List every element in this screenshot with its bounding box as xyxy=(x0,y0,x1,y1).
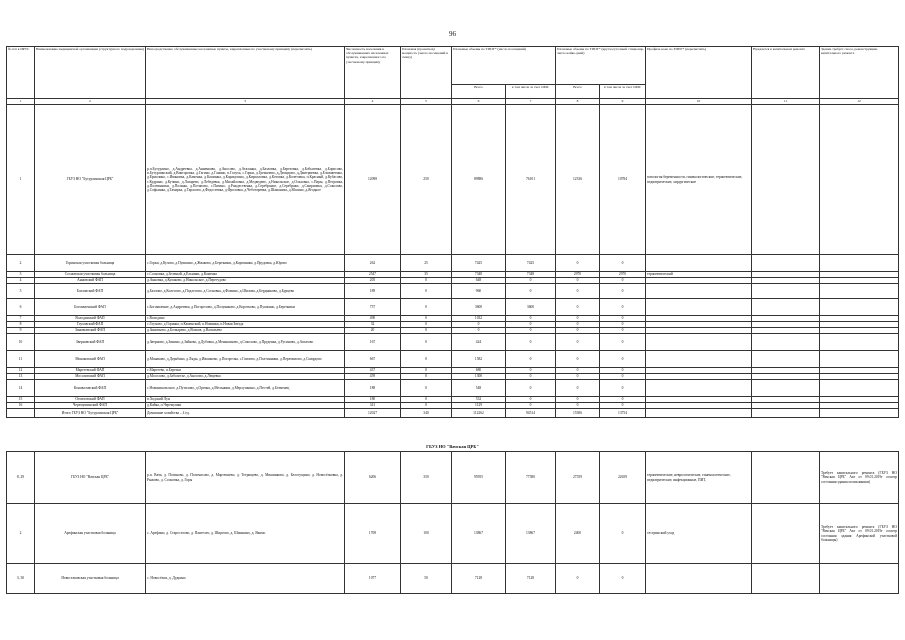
org-name: Мосоловский ФАП xyxy=(35,374,146,380)
repair-needed xyxy=(752,504,820,564)
visits-oms: 0 xyxy=(506,403,556,409)
repair-needed xyxy=(752,299,820,316)
org-name: Базловский ФАП xyxy=(35,284,146,299)
bed-profile xyxy=(646,380,752,397)
hdr-visits: Плановые объемы по ТППГ* (число посещений) xyxy=(452,47,556,85)
places: д.Мосолово, д.Заболотье, д.Аносово, д.Лещевка xyxy=(146,374,345,380)
org-name: Маргеевский ФАП xyxy=(35,368,146,374)
hdr-num: № п/п в ИРТС xyxy=(7,47,35,99)
visits-total: 7348 xyxy=(452,272,506,278)
row-number: 2 xyxy=(7,504,35,564)
population: 205 xyxy=(345,278,401,284)
row-number: 16 xyxy=(7,403,35,409)
visits-total: 13867 xyxy=(452,504,506,564)
row-number: 1 xyxy=(7,105,35,255)
colnum: 11 xyxy=(752,99,820,105)
visits-oms: 0 xyxy=(506,278,556,284)
row-number: 2 xyxy=(7,255,35,272)
colnum: 4 xyxy=(345,99,401,105)
bed-profile: терапевтические, неврологические, гинекологические, педиатрические, инфекционные, ПИТ, xyxy=(646,452,752,504)
places: с.Глухово, д.Горинка, п.Каменский, п.Новинки, п.Новая Звезда xyxy=(146,322,345,328)
colnum: 1 xyxy=(7,99,35,105)
places: с.Маргеево, п.Березки xyxy=(146,368,345,374)
places: р.п. Вача, д. Погиново, д. Поломасово, д. Мартюшево, д. Тетрищево, д. Мишинково, д. Белогущино, д. Новосёлковка, д. Рыжово, д. Сосновка, д. Горы xyxy=(146,452,345,504)
population: 20 xyxy=(345,328,401,334)
facilities-table-1 xyxy=(6,46,899,418)
row-number: 10 xyxy=(7,334,35,351)
beddays-oms: 0 xyxy=(600,316,646,322)
table-row xyxy=(7,299,899,316)
header-row xyxy=(7,47,899,85)
beddays-total: 12336 xyxy=(556,105,600,255)
places: с. Новосёлки, д. Дудкино xyxy=(146,564,345,594)
total-label: Итого ГБУЗ НО "Бутурлинская ЦРБ" xyxy=(35,409,146,418)
org-name: Черемушинский ФАП xyxy=(35,403,146,409)
beddays-oms: 22659 xyxy=(600,452,646,504)
capacity: 0 xyxy=(401,368,452,374)
total-cap: 340 xyxy=(401,409,452,418)
beddays-oms: 10784 xyxy=(600,105,646,255)
table-row xyxy=(7,380,899,397)
places: с.Богоявление, д.Андреевка, д.Погорелово, д.Полуянково, д.Коротково, д.Пушкино, д.Березники xyxy=(146,299,345,316)
visits-oms: 0 xyxy=(506,374,556,380)
page-number: 96 xyxy=(449,30,456,38)
total-blank xyxy=(752,409,820,418)
table-row xyxy=(7,564,899,594)
population: 167 xyxy=(345,334,401,351)
places: п.Ходский Лун xyxy=(146,397,345,403)
beddays-oms: 0 xyxy=(600,504,646,564)
beddays-total: 27559 xyxy=(556,452,600,504)
visits-oms: 0 xyxy=(506,397,556,403)
beddays-total: 0 xyxy=(556,334,600,351)
demolish-note xyxy=(820,284,899,299)
visits-total: 0 xyxy=(452,322,506,328)
row-number: 15 xyxy=(7,397,35,403)
visits-oms: 3600 xyxy=(506,299,556,316)
total-blank xyxy=(7,409,35,418)
org-name: ГБУЗ НО "Бутурлинская ЦРБ" xyxy=(35,105,146,255)
bed-profile xyxy=(646,564,752,594)
beddays-oms: 0 xyxy=(600,380,646,397)
org-name: Отмеловский ФАП xyxy=(35,397,146,403)
capacity: 50 xyxy=(401,564,452,594)
repair-needed xyxy=(752,105,820,255)
capacity: 35 xyxy=(401,272,452,278)
row-number: 14 xyxy=(7,380,35,397)
org-name: Анновский ФАП xyxy=(35,278,146,284)
visits-total: 7425 xyxy=(452,255,506,272)
visits-oms: 7128 xyxy=(506,564,556,594)
bed-profile: терапевтический xyxy=(646,272,752,278)
repair-needed xyxy=(752,255,820,272)
hdr-cap: Плановая (проектная) мощность (число посещений в смену) xyxy=(401,47,452,99)
beddays-oms: 0 xyxy=(600,255,646,272)
beddays-total: 0 xyxy=(556,299,600,316)
visits-total: 3600 xyxy=(452,299,506,316)
visits-total: 0 xyxy=(452,328,506,334)
org-name: Монаковский ФАП xyxy=(35,351,146,368)
repair-needed xyxy=(752,380,820,397)
visits-total: 7128 xyxy=(452,564,506,594)
row-number: 11 xyxy=(7,351,35,368)
population: 188 xyxy=(345,380,401,397)
places: с. Арефино, д. Староселово, д. Пантелео, д. Ширгово, д. Шишкино, д. Якимо xyxy=(146,504,345,564)
beddays-oms: 0 xyxy=(600,374,646,380)
beddays-oms: 2970 xyxy=(600,272,646,278)
total-v8: 15306 xyxy=(556,409,600,418)
population: 262 xyxy=(345,255,401,272)
table-2-body xyxy=(7,452,899,594)
demolish-note xyxy=(820,255,899,272)
capacity: 0 xyxy=(401,374,452,380)
beddays-total: 0 xyxy=(556,284,600,299)
visits-total: 548 xyxy=(452,380,506,397)
org-name: Зиновьевский ФАП xyxy=(35,328,146,334)
capacity: 100 xyxy=(401,504,452,564)
row-number: 4 xyxy=(7,278,35,284)
visits-oms: 13867 xyxy=(506,504,556,564)
total-pop: 12027 xyxy=(345,409,401,418)
population: 32 xyxy=(345,322,401,328)
bed-profile xyxy=(646,351,752,368)
population: 189 xyxy=(345,284,401,299)
hdr-places: Непосредственно обслуживаемые населенные пункты, закрепленные по участковому принципу (перечислить) xyxy=(146,47,345,99)
beddays-oms: 0 xyxy=(600,299,646,316)
table-row xyxy=(7,284,899,299)
visits-oms: 0 xyxy=(506,368,556,374)
visits-oms: 0 xyxy=(506,284,556,299)
places: д.Анновка, д.Кулаково, д.Никольское, д.Перегудово xyxy=(146,278,345,284)
total-v7: 94514 xyxy=(506,409,556,418)
visits-total: 648 xyxy=(452,278,506,284)
beddays-total: 0 xyxy=(556,322,600,328)
beddays-total: 0 xyxy=(556,328,600,334)
visits-total: 424 xyxy=(452,334,506,351)
places: р.п.Бутурлино, д.Андреевка, д.Анненково, д.Аносово, д.Аталанка, д.Базловка, д.Березовка, д.Бобылевка, д.Борисово, п.Бутурлинский, д.Викторовка, д.Гагино, д.Ганино, п.Голуха, с.Горки, д.Гремячево, д.Демидово, д.Дмитриевка, д.Елизаветино, д.Ермолино, с.Ивановка, д.Каменка, д.Кашинка, д.Каракулино, д.Кирилловка, д.Котовка, д.Кочетовка, п.Красный, д.Кубасово, с.Кудрино, д.Кучино, д.Лазарево, д.Лебедевка, д.Михайловка, д.Медведево, д.Никольское, д.Ольховка, с.Пары, д.Петровка, д.Полтинники, д.Поляны, д.Потапово, с.Пятино, д.Рождественка, д.Серебряное, д.Серебряки, д.Смирновка, д.Соколово, д.Софьинка, д.Тамарка, д.Тарасово, д.Федосеевка, д.Фроловка, д.Чеботаревка, д.Шаманиха, д.Юшино, д.Ягодное xyxy=(146,105,345,255)
population: 12098 xyxy=(345,105,401,255)
capacity: 0 xyxy=(401,316,452,322)
repair-needed xyxy=(752,334,820,351)
population: 1077 xyxy=(345,564,401,594)
colnum: 5 xyxy=(401,99,452,105)
visits-oms: 7425 xyxy=(506,255,556,272)
population: 490 xyxy=(345,316,401,322)
capacity: 0 xyxy=(401,334,452,351)
hdr-org: Наименование медицинской организации (структурного подразделения) xyxy=(35,47,146,99)
total-places: Домашние хозяйства – 4 ед. xyxy=(146,409,345,418)
bed-profile xyxy=(646,255,752,272)
hdr-beddays-oms: в том числе за счет ОМС xyxy=(600,85,646,99)
capacity: 0 xyxy=(401,328,452,334)
visits-oms: 0 xyxy=(506,334,556,351)
population: 757 xyxy=(345,299,401,316)
capacity: 0 xyxy=(401,284,452,299)
bed-profile xyxy=(646,334,752,351)
visits-total: 1032 xyxy=(452,316,506,322)
colnum: 7 xyxy=(506,99,556,105)
visits-total: 532 xyxy=(452,397,506,403)
beddays-oms: 0 xyxy=(600,328,646,334)
beddays-total: 0 xyxy=(556,564,600,594)
colnum: 3 xyxy=(146,99,345,105)
demolish-note: Требует капитального ремонта (ГБУЗ НО "Вачская ЦРБ" Акт от 09.01.2019г осмотр состояния здания поликлиники) xyxy=(820,452,899,504)
total-v9: 13754 xyxy=(600,409,646,418)
facilities-table-2 xyxy=(6,451,899,594)
hdr-demolish: Здание требует сноса, реконструкции, капитального ремонта xyxy=(820,47,899,99)
table-row xyxy=(7,351,899,368)
org-name: Коноваловский ФАП xyxy=(35,380,146,397)
capacity: 0 xyxy=(401,278,452,284)
org-name: Горинская участковая больница xyxy=(35,255,146,272)
table-row xyxy=(7,105,899,255)
row-number: 7 xyxy=(7,316,35,322)
row-number: 9 xyxy=(7,328,35,334)
bed-profile xyxy=(646,299,752,316)
hdr-pop: Численность населения в обслуживаемых населенных пунктах, закрепленного по участковому принципу xyxy=(345,47,401,99)
places: с.Володино xyxy=(146,316,345,322)
org-name: Богоявленский ФАП xyxy=(35,299,146,316)
org-name: Новоселковская участковая больница xyxy=(35,564,146,594)
row-number: 6 xyxy=(7,299,35,316)
visits-total: 960 xyxy=(452,284,506,299)
beddays-oms: 0 xyxy=(600,403,646,409)
places: д.Зверново, д.Зинино, д.Зайково, д.Дубовка, д.Меньшиково, д.Соколово, д.Пруденка, д.Русиново, д.Ашагово xyxy=(146,334,345,351)
hdr-profile: Профиль коек по ТППГ* (перечислить) xyxy=(646,47,752,99)
org-name: Сосновская участковая больница xyxy=(35,272,146,278)
places: с.Горки, д.Кузово, д.Пушкино, д.Жваково, д.Березники, д.Коровники, д.Прудовка, д.Юрово xyxy=(146,255,345,272)
capacity: 0 xyxy=(401,403,452,409)
places: д.Монаково, д.Дерябино, д.Ляды, д.Ивашково, д.Погорелка, с.Гомзово, д.Полтинники, д.Перемилово, д.Смирдово xyxy=(146,351,345,368)
table-1-body xyxy=(7,105,899,409)
population: 180 xyxy=(345,397,401,403)
beddays-total: 0 xyxy=(556,351,600,368)
hdr-visits-oms: в том числе за счет ОМС xyxy=(506,85,556,99)
capacity: 0 xyxy=(401,322,452,328)
visits-oms: 7348 xyxy=(506,272,556,278)
demolish-note xyxy=(820,380,899,397)
beddays-oms: 0 xyxy=(600,564,646,594)
bed-profile xyxy=(646,284,752,299)
visits-oms: 0 xyxy=(506,328,556,334)
colnum: 10 xyxy=(646,99,752,105)
visits-total: 1300 xyxy=(452,374,506,380)
capacity: 0 xyxy=(401,351,452,368)
row-number: 3, 30 xyxy=(7,564,35,594)
visits-oms: 0 xyxy=(506,380,556,397)
colnum: 6 xyxy=(452,99,506,105)
row-number: 13 xyxy=(7,374,35,380)
population: 437 xyxy=(345,368,401,374)
capacity: 0 xyxy=(401,380,452,397)
demolish-note xyxy=(820,299,899,316)
places: д.Базлово, д.Колесово, д.Подлесово, д.Сосновка, д.Фомино, д.Шилова, д.Бердниково, д.Бурцево xyxy=(146,284,345,299)
table-row xyxy=(7,504,899,564)
total-blank xyxy=(820,409,899,418)
beddays-total: 0 xyxy=(556,316,600,322)
beddays-total: 2970 xyxy=(556,272,600,278)
beddays-oms: 0 xyxy=(600,351,646,368)
population: 2547 xyxy=(345,272,401,278)
section-title: ГБУЗ НО "Вачская ЦРБ" xyxy=(426,444,479,449)
beddays-total: 0 xyxy=(556,380,600,397)
bed-profile: патология беременности, гинекологические, терапевтические, педиатрические, хирургические xyxy=(646,105,752,255)
row-number: 5 xyxy=(7,284,35,299)
beddays-oms: 0 xyxy=(600,334,646,351)
beddays-total: 0 xyxy=(556,397,600,403)
visits-oms: 0 xyxy=(506,322,556,328)
repair-needed xyxy=(752,564,820,594)
org-name: Глуховский ФАП xyxy=(35,322,146,328)
table-row xyxy=(7,255,899,272)
population: 6206 xyxy=(345,452,401,504)
beddays-total: 0 xyxy=(556,403,600,409)
beddays-total: 0 xyxy=(556,374,600,380)
visits-oms: 0 xyxy=(506,351,556,368)
visits-total: 95955 xyxy=(452,452,506,504)
org-name: Володинский ФАП xyxy=(35,316,146,322)
row-number: 8, 29 xyxy=(7,452,35,504)
capacity: 0 xyxy=(401,299,452,316)
repair-needed xyxy=(752,452,820,504)
population: 667 xyxy=(345,351,401,368)
repair-needed xyxy=(752,284,820,299)
colnum: 2 xyxy=(35,99,146,105)
table-row xyxy=(7,334,899,351)
beddays-total: 0 xyxy=(556,255,600,272)
beddays-oms: 0 xyxy=(600,322,646,328)
beddays-total: 0 xyxy=(556,278,600,284)
capacity: 25 xyxy=(401,255,452,272)
demolish-note xyxy=(820,105,899,255)
hdr-repair: Нуждается в капитальном ремонте xyxy=(752,47,820,99)
row-number: 12 xyxy=(7,368,35,374)
capacity: 0 xyxy=(401,397,452,403)
demolish-note xyxy=(820,564,899,594)
row-number: 3 xyxy=(7,272,35,278)
repair-needed xyxy=(752,351,820,368)
total-v6: 112262 xyxy=(452,409,506,418)
org-name: Арефинская участковая больница xyxy=(35,504,146,564)
places: д.Зиновьево, д.Бочкарево, д.Волков, д.Васильево xyxy=(146,328,345,334)
beddays-total: 2400 xyxy=(556,504,600,564)
table-row xyxy=(7,452,899,504)
population: 1708 xyxy=(345,504,401,564)
hdr-beddays-total: Всего xyxy=(556,85,600,99)
capacity: 350 xyxy=(401,452,452,504)
visits-oms: 77580 xyxy=(506,452,556,504)
beddays-total: 0 xyxy=(556,368,600,374)
bed-profile: сестринский уход xyxy=(646,504,752,564)
visits-total: 89886 xyxy=(452,105,506,255)
beddays-oms: 0 xyxy=(600,368,646,374)
org-name: Зверновский ФАП xyxy=(35,334,146,351)
visits-total: 1582 xyxy=(452,351,506,368)
visits-total: 1129 xyxy=(452,403,506,409)
population: 341 xyxy=(345,403,401,409)
places: с.Новоникольское, д.Путилово, д.Ортина, д.Мельники, д.Мерлушкино, д.Пестей, д.Безменец xyxy=(146,380,345,397)
demolish-note: Требует капитального ремонта (ГБУЗ НО "Вачская ЦРБ" Акт от 09.01.2019г осмотр состояния здания Арефинской участковой больницы) xyxy=(820,504,899,564)
total-blank xyxy=(646,409,752,418)
colnum: 12 xyxy=(820,99,899,105)
beddays-oms: 0 xyxy=(600,278,646,284)
demolish-note xyxy=(820,351,899,368)
demolish-note xyxy=(820,334,899,351)
hdr-beddays: Плановые объемы по ТППГ* (круглосуточный стационар, число койко-дней) xyxy=(556,47,646,85)
places: д.Кайка, п.Черемушки xyxy=(146,403,345,409)
visits-total: 680 xyxy=(452,368,506,374)
org-name: ГБУЗ НО "Вачская ЦРБ" xyxy=(35,452,146,504)
population: 459 xyxy=(345,374,401,380)
total-row xyxy=(7,409,899,418)
beddays-oms: 0 xyxy=(600,397,646,403)
visits-oms: 0 xyxy=(506,316,556,322)
row-number: 8 xyxy=(7,322,35,328)
colnum: 8 xyxy=(556,99,600,105)
visits-oms: 76101 xyxy=(506,105,556,255)
places: с.Сосновка, д.Зеленый, д.Ельники, д.Каменка xyxy=(146,272,345,278)
hdr-visits-total: Всего xyxy=(452,85,506,99)
beddays-oms: 0 xyxy=(600,284,646,299)
colnum: 9 xyxy=(600,99,646,105)
capacity: 250 xyxy=(401,105,452,255)
